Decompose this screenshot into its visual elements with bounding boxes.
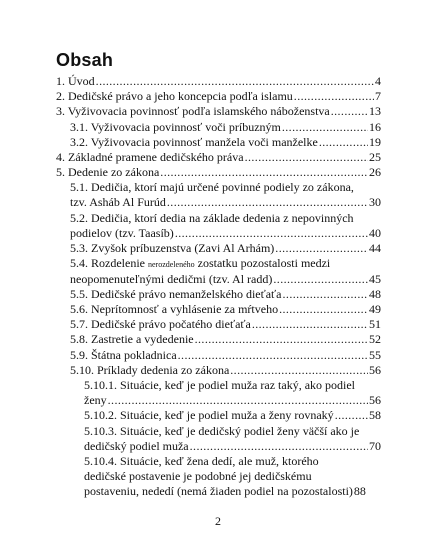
toc-entry-line — [56, 89, 381, 104]
dot-leader — [275, 241, 368, 256]
toc-page-number: 13 — [369, 104, 381, 119]
toc-page-number: 16 — [369, 119, 381, 134]
toc-entry-title: 5.10.1. Situácie, keď je podiel muža raz taký, ako podiel — [84, 378, 356, 392]
toc-entry-title: 5.8. Zastretie a vydedenie — [70, 332, 194, 347]
toc-entry-line — [70, 332, 381, 347]
toc-entry-title: 5. Dedenie zo zákona — [56, 165, 160, 180]
toc-entry-line — [84, 484, 381, 499]
toc-entry[interactable] — [84, 454, 381, 499]
toc-entry-title: 5.3. Zvyšok príbuzenstva (Zavi Al Arhám) — [70, 241, 275, 256]
toc-entry[interactable] — [70, 256, 381, 287]
toc-page-number: 55 — [369, 347, 381, 362]
toc-entry[interactable] — [56, 150, 381, 165]
toc-entry-small-text: nerozdeleného — [147, 260, 195, 270]
toc-entry[interactable] — [56, 165, 381, 180]
toc-entry-line — [70, 256, 381, 272]
toc-page-number: 44 — [369, 241, 381, 256]
toc-entry-line — [84, 408, 381, 423]
toc-entry-line — [56, 104, 381, 119]
toc-entry-title: 5.5. Dedičské právo nemanželského dieťaťa — [70, 286, 282, 301]
dot-leader — [190, 439, 368, 454]
toc-entry[interactable] — [70, 211, 381, 241]
dot-leader — [160, 165, 368, 180]
dot-leader — [252, 317, 368, 332]
dot-leader — [282, 120, 368, 135]
dot-leader — [96, 74, 374, 89]
toc-page-number: 51 — [369, 317, 381, 332]
toc-entry[interactable] — [70, 241, 381, 256]
toc-entry-line — [70, 241, 381, 256]
toc-entry-line — [70, 120, 381, 135]
toc-entry[interactable] — [70, 120, 381, 135]
toc-entry-title: 5.2. Dedičia, ktorí dedia na základe dedenia z nepovinných — [70, 210, 354, 225]
page-title: Obsah — [56, 50, 114, 70]
toc-page-number: 4 — [375, 74, 381, 88]
dot-leader — [335, 408, 368, 423]
dot-leader — [167, 195, 368, 210]
toc-entry-title: 5.1. Dedičia, ktorí majú určené povinné podiely zo zákona, — [70, 180, 354, 195]
dot-leader — [331, 104, 368, 119]
toc-entry[interactable] — [56, 74, 381, 89]
dot-leader — [230, 363, 368, 378]
toc-entry-title: 5.10.2. Situácie, keď je podiel muža a ženy rovnaký — [84, 408, 334, 423]
dot-leader — [273, 272, 368, 287]
toc-entry-title: neopomenuteľnými dedičmi (tzv. Al radd) — [70, 272, 273, 287]
toc-page-number: 7 — [375, 89, 381, 104]
toc-entry[interactable] — [70, 317, 381, 332]
toc-entry-title: 4. Základné pramene dedičského práva — [56, 150, 244, 164]
toc-page-number: 70 — [369, 438, 381, 453]
toc-entry[interactable] — [56, 89, 381, 104]
dot-leader — [245, 150, 368, 165]
toc-entry-line — [70, 195, 381, 210]
toc-entry-line — [70, 272, 381, 287]
toc-page-number: 25 — [369, 150, 381, 164]
dot-leader — [108, 393, 368, 408]
toc-page-number: 48 — [369, 286, 381, 301]
toc-entry-line — [70, 363, 381, 378]
toc-page-number: 56 — [369, 393, 381, 407]
dot-leader — [279, 302, 368, 317]
toc-entry-line — [84, 424, 381, 439]
toc-entry[interactable] — [70, 287, 381, 302]
toc-entry-line — [70, 226, 381, 241]
toc-entry-title: 3.1. Vyživovacia povinnosť voči príbuzným — [70, 119, 281, 134]
toc-entry[interactable] — [70, 363, 381, 378]
toc-page-number: 30 — [369, 195, 381, 210]
toc-entry-line — [70, 211, 381, 226]
toc-entry-title: podielov (tzv. Taasíb) — [70, 225, 174, 240]
dot-leader — [175, 226, 368, 241]
toc-entry-title: dedičské postavenie je podobné jej dedičskému — [84, 469, 312, 483]
toc-entry-title: 3.2. Vyživovacia povinnosť manžela voči manželke — [70, 134, 318, 149]
toc-entry[interactable] — [70, 302, 381, 317]
toc-entry-title: ženy — [84, 393, 107, 407]
toc-entry-line — [70, 348, 381, 363]
toc-entry-title: 5.9. Štátna pokladnica — [70, 347, 177, 362]
toc-entry-line — [84, 454, 381, 469]
toc-entry-line — [84, 378, 381, 393]
dot-leader — [319, 135, 368, 150]
toc-entry-line — [70, 317, 381, 332]
toc-entry-line — [70, 287, 381, 302]
toc-page-number: 45 — [369, 272, 381, 287]
toc-entry[interactable] — [84, 378, 381, 408]
toc-entry-line — [56, 74, 381, 89]
toc-entry-title: 5.6. Neprítomnosť a vyhlásenie za mŕtveho — [70, 302, 279, 316]
toc-entry-title: 5.10.3. Situácie, keď je dedičský podiel ženy väčší ako je — [84, 423, 360, 438]
toc-entry-line — [84, 439, 381, 454]
toc-entry-line — [84, 469, 381, 484]
toc-page-number: 26 — [369, 165, 381, 180]
toc-entry[interactable] — [70, 348, 381, 363]
toc-page-number: 88 — [353, 484, 366, 498]
toc-entry-title: dedičský podiel muža — [84, 438, 189, 453]
toc-page-number: 52 — [369, 332, 381, 347]
toc-entry-title: 2. Dedičské právo a jeho koncepcia podľa islamu — [56, 89, 293, 104]
toc-entry-line — [70, 135, 381, 150]
toc-entry-title: tzv. Asháb Al Furúd — [70, 195, 166, 210]
toc-page-number: 58 — [369, 408, 381, 423]
toc-entry-title: 5.10.4. Situácie, keď žena dedí, ale muž, ktorého — [84, 454, 319, 468]
toc-entry-title: zostatku pozostalosti medzi — [194, 256, 331, 271]
toc-entry-line — [56, 165, 381, 180]
toc-entry-title: 5.4. Rozdelenie — [70, 256, 148, 271]
toc-entry[interactable] — [70, 135, 381, 150]
toc-entry-title: 3. Vyživovacia povinnosť podľa islamského náboženstva — [56, 104, 330, 119]
toc-page-number: 40 — [369, 225, 381, 240]
toc-entry[interactable] — [56, 104, 381, 119]
toc-entry-title: 1. Úvod — [56, 74, 95, 88]
toc-entry-line — [56, 150, 381, 165]
toc-entry[interactable] — [84, 424, 381, 454]
toc-entry-title: postaveniu, nededí (nemá žiaden podiel na pozostalosti) — [84, 484, 353, 498]
toc-page-number: 49 — [369, 302, 381, 316]
toc-entry-line — [70, 180, 381, 195]
toc-entry-line — [70, 302, 381, 317]
toc-entry-title: 5.7. Dedičské právo počatého dieťaťa — [70, 317, 251, 332]
dot-leader — [195, 332, 368, 347]
toc-page-number: 19 — [369, 134, 381, 149]
page-number: 2 — [215, 514, 221, 528]
dot-leader — [294, 89, 374, 104]
toc-entry[interactable] — [70, 180, 381, 210]
toc-page-number: 56 — [369, 362, 381, 377]
toc-entry[interactable] — [70, 332, 381, 347]
toc-entry-title: 5.10. Príklady dedenia zo zákona — [70, 362, 230, 377]
toc-entry[interactable] — [84, 408, 381, 423]
dot-leader — [178, 348, 368, 363]
toc-entry-line — [84, 393, 381, 408]
dot-leader — [283, 287, 368, 302]
